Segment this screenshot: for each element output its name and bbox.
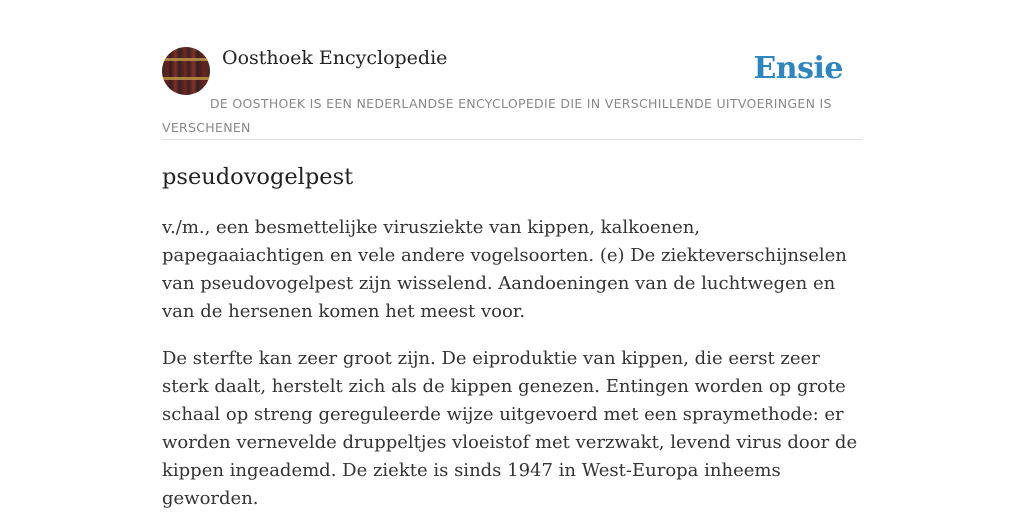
entry-paragraph: v./m., een besmettelijke virusziekte van kippen, kalkoenen, papegaaiachtigen en vele andere vogelsoorten. (e) De ziekteverschijnselen van pseudovogelpest zijn wisselend. Aandoeningen van de luchtwegen en van de hersenen komen het meest voor. xyxy=(162,217,847,322)
source-name[interactable]: Oosthoek Encyclopedie xyxy=(222,47,448,69)
ensie-logo[interactable]: Ensie xyxy=(753,51,843,86)
source-description: DE OOSTHOEK IS EEN NEDERLANDSE ENCYCLOPEDIE DIE IN VERSCHILLENDE UITVOERINGEN IS VERSCHENEN xyxy=(162,96,832,135)
entry-body xyxy=(162,214,862,513)
page-title: pseudovogelpest xyxy=(162,164,354,190)
entry-card xyxy=(162,46,862,513)
source-header xyxy=(162,46,862,140)
entry-paragraph: De sterfte kan zeer groot zijn. De eiproduktie van kippen, die eerst zeer sterk daalt, herstelt zich als de kippen genezen. Entingen worden op grote schaal op streng gereguleerde wijze uitgevoerd met een spraymethode: er worden vernevelde druppeltjes vloeistof met verzwakt, levend virus door de kippen ingeademd. De ziekte is sinds 1947 in West-Europa inheems geworden. xyxy=(162,348,858,509)
encyclopedia-books-icon[interactable] xyxy=(162,47,210,95)
